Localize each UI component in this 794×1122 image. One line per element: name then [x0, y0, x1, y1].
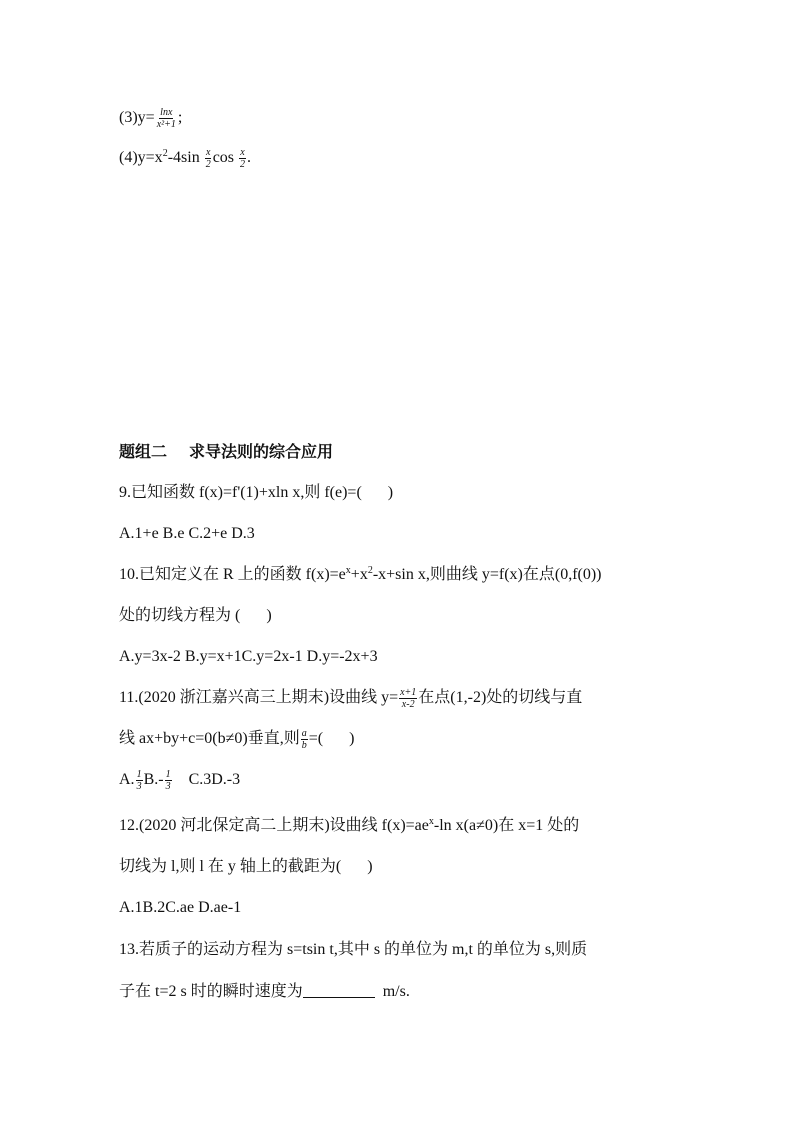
fraction-denominator: 2	[240, 158, 246, 170]
question-12-line-2	[119, 855, 373, 879]
fraction	[399, 687, 417, 710]
section-heading	[119, 440, 333, 464]
question-10-text-2: 处的切线方程为 (	[119, 607, 241, 624]
option-rest: C.3D.-3	[172, 771, 241, 788]
fraction-denominator: 2	[205, 158, 211, 170]
superscript: 2	[162, 148, 168, 159]
fraction	[301, 728, 308, 751]
question-11-part-d: =(	[308, 730, 324, 747]
fraction	[156, 107, 177, 130]
item-3-label: (3)y=	[119, 109, 155, 126]
question-11-part-b: 在点(1,-2)处的切线与直	[418, 689, 583, 706]
fraction-numerator: x	[205, 146, 211, 158]
fraction-denominator: 3	[136, 780, 142, 792]
question-10-part-a: 10.已知定义在 R 上的函数 f(x)=e	[119, 566, 346, 583]
fraction-numerator: lnx	[160, 106, 173, 118]
fraction	[239, 147, 246, 170]
fraction	[136, 769, 143, 792]
question-12-part-a: 12.(2020 河北保定高二上期末)设曲线 f(x)=ae	[119, 817, 429, 834]
item-4-end: .	[247, 149, 252, 166]
question-12-part-b: -ln x(a≠0)在 x=1 处的	[433, 817, 580, 834]
fraction-numerator: 1	[136, 768, 142, 780]
question-13-line-1: 13.若质子的运动方程为 s=tsin t,其中 s 的单位为 m,t 的单位为 s,则质	[119, 941, 588, 958]
superscript: x	[345, 565, 351, 576]
question-9-text: 9.已知函数 f(x)=f'(1)+xln x,则 f(e)=(	[119, 484, 362, 501]
fraction-numerator: x+1	[400, 686, 417, 698]
question-12-line-1	[119, 814, 579, 838]
superscript: x	[428, 816, 434, 827]
question-11-part-a: 11.(2020 浙江嘉兴高三上期末)设曲线 y=	[119, 689, 399, 706]
item-4-part-a: (4)y=x	[119, 149, 163, 166]
item-4-part-b: -4sin	[167, 149, 204, 166]
question-10-close: )	[266, 607, 272, 624]
question-13-unit: m/s.	[374, 983, 410, 1000]
question-11-close: )	[349, 730, 355, 747]
question-9-close: )	[387, 484, 394, 501]
superscript: 2	[367, 565, 373, 576]
item-3	[119, 106, 182, 130]
question-11-part-c: 线 ax+by+c=0(b≠0)垂直,则	[119, 730, 300, 747]
fraction	[165, 769, 172, 792]
item-3-end: ;	[177, 109, 183, 126]
question-10-line-1	[119, 563, 602, 587]
question-11-line-1	[119, 686, 582, 710]
option-a-label: A.	[119, 771, 135, 788]
fraction-denominator: b	[301, 739, 307, 751]
fraction-numerator: 1	[165, 768, 171, 780]
question-12-options: A.1B.2C.ae D.ae-1	[119, 899, 242, 916]
fraction-denominator: 3	[165, 780, 171, 792]
question-11-line-2	[119, 727, 354, 751]
option-b-label: B.-	[143, 771, 164, 788]
fraction-numerator: a	[301, 727, 307, 739]
fraction-numerator: x	[240, 146, 245, 158]
question-10-line-2	[119, 604, 272, 628]
question-10-part-b: +x	[350, 566, 368, 583]
item-4-part-c: cos	[212, 149, 239, 166]
question-12-close: )	[367, 858, 373, 875]
answer-blank[interactable]	[303, 983, 375, 998]
fraction	[205, 147, 212, 170]
section-title: 求导法则的综合应用	[189, 442, 334, 461]
item-4	[119, 146, 251, 170]
fraction-denominator: x²+1	[156, 118, 176, 130]
section-label: 题组二	[119, 442, 168, 461]
fraction-denominator: x-2	[401, 698, 415, 710]
question-13-line-2	[119, 980, 410, 1004]
question-13-part-a: 子在 t=2 s 时的瞬时速度为	[119, 983, 303, 1000]
question-10-options: A.y=3x-2 B.y=x+1C.y=2x-1 D.y=-2x+3	[119, 648, 378, 665]
question-12-text-2: 切线为 l,则 l 在 y 轴上的截距为(	[119, 858, 342, 875]
question-10-part-c: -x+sin x,则曲线 y=f(x)在点(0,f(0))	[372, 566, 602, 583]
question-9-options: A.1+e B.e C.2+e D.3	[119, 525, 255, 542]
question-9-stem	[119, 481, 393, 505]
question-11-options	[119, 768, 240, 792]
